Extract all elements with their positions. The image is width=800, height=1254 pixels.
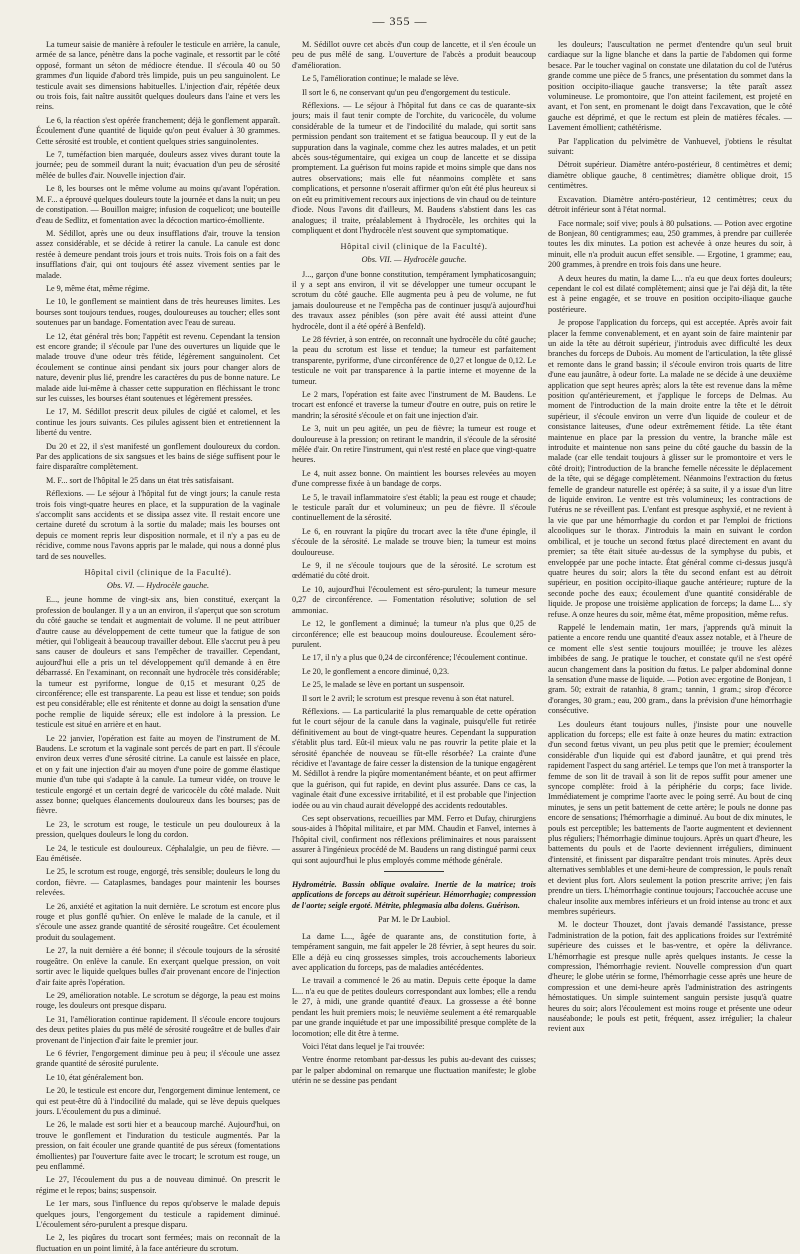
- paragraph: Le 10, aujourd'hui l'écoulement est séro-purulent; la tumeur mesure 0,27 de circonférence. — Fomentation résolutive; solution de sel ammoniac.: [292, 584, 536, 615]
- paragraph: Du 20 et 22, il s'est manifesté un gonflement douloureux du cordon. Par des applications de six sangsues et les bains de siége suffisent pour le faire disparaître complètement.: [36, 441, 280, 472]
- paragraph: Le 9, même état, même régime.: [46, 283, 150, 293]
- paragraph: Le 10, le gonflement se maintient dans de très heureuses limites. Les bourses sont toujours tendues, rouges, douloureuses au toucher; elles sont soutenues par un bandage. Fomentation avec l'eau de sureau.: [36, 297, 280, 328]
- observation-title: Obs. VI. — Hydrocèle gauche.: [106, 580, 210, 590]
- paragraph: Le 24, le testicule est douloureux. Céphalalgie, un peu de fièvre. — Eau émétisée.: [36, 843, 280, 864]
- col2-top-text: [292, 40, 536, 236]
- paragraph: J..., garçon d'une bonne constitution, tempérament lymphaticosanguin; il y a sept ans environ, il vit se développer une tumeur occupant le scrotum du côté gauche. Elle augmenta peu à peu de volume, ne fut jamais douloureuse et ne l'empêcha pas de continuer jusqu'à aujourd'hui des travaux assez pénibles (son père avait été aussi atteint d'une hydrocèle, dont il a été opéré à Benfeld).: [292, 269, 536, 331]
- article-title: Hydrométrie. Bassin oblique ovalaire. Inertie de la matrice; trois applications de forceps au détroit supérieur. Hémorrhagie; compression de l'aorte; seigle ergoté. Métrite, phlegmasia alba dolens. Guérison.: [292, 880, 536, 910]
- paragraph: Je propose l'application du forceps, qui est acceptée. Après avoir fait placer la femme convenablement, et en ayant soin de faire maintenir par un aide la tête au détroit supérieur, j'introduis avec difficulté les deux branches du forceps de Dubois. Au moment de l'articulation, la tête glissé et remonte dans le grand bassin; il s'écoule environ trois quarts de litre d'une eau jaunâtre, à odeur forte. La malade ne se décide à une deuxième application que sept heures après; alors la tête est revenue dans la même position qu'antérieurement, et j'applique le forceps de Delmas. Au moment de l'introduction de la main droite entre la tête et le détroit supérieur, il s'écoule environ un verre d'un liquide de couleur et de consistance laiteuses, d'une odeur extrêmement fétide. La tête étant maintenue en place par la pression du ventre, la branche mâle est introduite et maintenue non sans peine du côté gauche du bassin de la malade (car elle tendait toujours à glisser sur le promontoire et vers le côté droit); l'introduction de la branche femelle nécessite le déplacement de la tête, qui se dégage complètement. Néanmoins l'extraction du fœtus femelle de grandeur naturelle est opérée; à sa suite, il y a issue d'un litre de liquide environ. Le ventre est très volumineux; les contractions de l'utérus ne se réveillent pas. L'enfant est presque asphyxié, et ne revient à la vie que par une hémorrhagie du cordon et par l'emploi de frictions alcooliques sur le thorax. J'introduis la main en suivant le cordon ombilical, et je touche un second fœtus placé directement en avant du premier; sa tête était située au-dessus de la symphyse du pubis, et enveloppée par une poche intacte. État général comme ci-dessus jusqu'à quatre heures du soir; alors la tête du second enfant est au détroit supérieur, en position occipito-iliaque gauche antérieure; rupture de la seconde poche des eaux; écoulement d'une quantité considérable de liquide. Je propose une troisième application de forceps; la dame L... s'y refuse. A onze heures du soir, même état, même proposition, même refus.: [548, 318, 792, 619]
- paragraph: Face normale; soif vive; pouls à 80 pulsations. — Potion avec ergotine de Bonjean, 80 centigrammes; eau, 250 grammes, à prendre par cuillerée toutes les dix minutes. La potion est achevée à onze heures du soir, à minuit, elle n'a produit aucun effet sensible. — Ergotine, 1 gramme; eau, 200 grammes, à prendre en trois fois dans une heure.: [548, 218, 792, 270]
- divider: [384, 871, 444, 872]
- column-left: [36, 40, 281, 1253]
- section-heading: Hôpital civil (clinique de la Faculté).: [340, 242, 488, 252]
- paragraph: Le 29, amélioration notable. Le scrotum se dégorge, la peau est moins rouge, les douleurs ont presque disparu.: [36, 990, 280, 1011]
- paragraph: Le 6, la réaction s'est opérée franchement; déjà le gonflement apparaît. Écoulement d'une quantité de liquide qu'on peut évaluer à 30 grammes. Cette sérosité est trouble, et contient quelques stries sanguinolentes.: [36, 115, 280, 146]
- paragraph: Le 23, le scrotum est rouge, le testicule un peu douloureux à la pression, quelques douleurs le long du cordon.: [36, 819, 280, 840]
- page-number: — 355 —: [372, 14, 428, 28]
- paragraph: Excavation. Diamètre antéro-postérieur, 12 centimètres; ceux du détroit inférieur sont à l'état normal.: [548, 194, 792, 215]
- paragraph: Il sort le 6, ne conservant qu'un peu d'engorgement du testicule.: [302, 87, 511, 97]
- paragraph: A deux heures du matin, la dame L... n'a eu que deux fortes douleurs; cependant le col est dilaté complètement; ainsi que je l'ai déjà dit, la tête est à peine engagée, et se trouve en position occipito-iliaque gauche postérieure.: [548, 273, 792, 314]
- col1-bottom-text: [36, 595, 280, 1254]
- paragraph: Le 26, anxiété et agitation la nuit dernière. Le scrotum est encore plus rouge et plus gonflé qu'hier. On enlève le malade de la canule, et il s'écoule une assez grande quantité de sérosité rougeâtre. Cet écoulement produit du soulagement.: [36, 901, 280, 942]
- paragraph: Le 3, nuit un peu agitée, un peu de fièvre; la tumeur est rouge et douloureuse à la pression; on retirant le mandrin, il s'écoule de la sérosité mêlée d'air. On retire l'instrument, qui n'est resté en place que vingt-quatre heures.: [292, 424, 536, 465]
- paragraph: Le 31, l'amélioration continue rapidement. Il s'écoule encore toujours des deux petites plaies du pus mêlé de sérosité rougeâtre et de bulles d'air provenant de l'injection d'air faite le premier jour.: [36, 1014, 280, 1045]
- paragraph: Le 5, le travail inflammatoire s'est établi; la peau est rouge et chaude; le testicule paraît dur et volumineux; un peu de fièvre. Il s'écoule continuellement de la sérosité.: [292, 492, 536, 523]
- paragraph: Le 17, M. Sédillot prescrit deux pilules de cigüé et calomel, et les continue les jours suivants. Ces pilules agissent bien et entretiennent la liberté du ventre.: [36, 407, 280, 438]
- paragraph: Le 1er mars, sous l'influence du repos qu'observe le malade depuis quelques jours, l'engorgement du testicule a rapidement diminué. L'écoulement séro-purulent a presque disparu.: [36, 1199, 280, 1230]
- paragraph: La tumeur saisie de manière à refouler le testicule en arrière, la canule, armée de sa lance, pénètre dans la poche vaginale, et ressortit par le côté opposé, formant un séton de médiocre étendue. Il s'écoula 40 ou 50 grammes d'un liquide d'abord très limpide, puis un peu sanguinolent. Le testicule avait ses dimensions habituelles. L'injection d'air, répétée deux ou trois fois, fait naître aussitôt quelques douleurs dans l'aine et vers les reins.: [36, 40, 280, 112]
- paragraph: Le 6 février, l'engorgement diminue peu à peu; il s'écoule une assez grande quantité de sérosité purulente.: [36, 1048, 280, 1069]
- paragraph: Le 20, le gonflement a encore diminué, 0,23.: [302, 666, 450, 676]
- paragraph: Réflexions. — Le séjour à l'hôpital fut dans ce cas de quarante-six jours; mais il faut tenir compte de l'orchite, du varicocèle, du volume considérable de la tumeur et de l'indocilité du malade, qui sortit sans permission pendant son traitement et se fatigua beaucoup. Il y eut de la suppuration dans la vaginale, comme chez les autres malades, et un petit abcès sous-tégumentaire, qui exigea un coup de lancette et se dissipa promptement. La guérison fut moins rapide et moins simple que dans nos autres observations; mais elle fut néanmoins complète et sans complications, et personne n'oserait affirmer qu'on eût été plus heureux si on eût eu primitivement recours aux injections de vin chaud ou de teinture d'iode. Nous l'avons dit d'ailleurs, M. Baudens s'abstient dans les cas analogues; il traite, préalablement à l'hydrocèle, les orchites qui la compliquent et dont l'hydrocèle n'est souvent que symptomatique.: [292, 101, 536, 235]
- paragraph: Le 12, le gonflement a diminué; la tumeur n'a plus que 0,25 de circonférence; elle est beaucoup moins douloureuse. Écoulement séro-purulent.: [292, 619, 536, 649]
- observation-title: Obs. VII. — Hydrocèle gauche.: [361, 254, 467, 264]
- paragraph: Par l'application du pelvimètre de Vanhuevel, j'obtiens le résultat suivant:: [548, 136, 792, 157]
- paragraph: Le 4, nuit assez bonne. On maintient les bourses relevées au moyen d'une compresse fixée à un bandage de corps.: [292, 468, 536, 489]
- paragraph: E..., jeune homme de vingt-six ans, bien constitué, exerçant la profession de boulanger. Il y a un an environ, il s'aperçut que son scrotum du côté gauche se tendait et augmentait de volume. Il ne peut attribuer d'autre cause au développement de cette tumeur que la fatigue de son métier, qui l'obligeait à beaucoup travailler debout. Elle s'accrut peu à peu sans causer de douleurs et sans l'empêcher de travailler. Cependant, aujourd'hui elle a pris un tel développement qu'il demande à en être débarrassé. En l'examinant, on reconnaît une hydrocèle très considérable; la tumeur est pyriforme, longue de 0,15 et mesurant 0,25 de circonférence; elle est transparente. La peau est lisse et tendue; son poids est peu considérable; elle est rénitente et donne au doigt la sensation d'une poche remplie de liquide séreux; elle est indolore à la pression. Le testicule est situé en arrière et en haut.: [36, 595, 280, 730]
- column-middle: [292, 40, 536, 1150]
- paragraph: Ces sept observations, recueillies par MM. Ferro et Dufay, chirurgiens sous-aides à l'hôpital militaire, et par MM. Chaudin et Fanvel, internes à l'hôpital civil, confirment nos réflexions préliminaires et nous paraissent assurer à l'ingénieux procédé de M. Baudens un rang distingué parmi ceux qui sont aujourd'hui le plus employés comme méthode générale.: [292, 814, 536, 865]
- paragraph: Le 22 janvier, l'opération est faite au moyen de l'instrument de M. Baudens. Le scrotum et la vaginale sont percés de part en part. Il s'écoule environ deux verres d'une sérosité citrine. La canule est laissée en place, et on y fait une injection d'air au moyen d'une poire de gomme élastique munie d'un tube qui s'adapte à la canule. La tumeur vidée, on trouve le testicule engorgé et un certain degré de varicocèle du côté malade. Nuit assez bonne; quelques élancements douloureux dans les bourses; pas de fièvre.: [36, 733, 280, 816]
- paragraph: Le 25, le scrotum est rouge, engorgé, très sensible; douleurs le long du cordon, fièvre. — Cataplasmes, bandages pour maintenir les bourses relevées.: [36, 867, 280, 898]
- article-byline: Par M. le Dr Laubiol.: [377, 915, 451, 925]
- paragraph: Le 28 février, à son entrée, on reconnaît une hydrocèle du côté gauche; la peau du scrotum est lisse et tendue; la tumeur est parfaitement transparente, pyriforme, d'une circonférence de 0,27 et longue de 0,12. Le testicule ne voit par transparence à la partie interne et moyenne de la tumeur.: [292, 334, 536, 386]
- paragraph: Détroit supérieur. Diamètre antéro-postérieur, 8 centimètres et demi; diamètre oblique gauche, 8 centimètres; diamètre oblique droit, 15 centimètres.: [548, 160, 792, 191]
- paragraph: M. F... sort de l'hôpital le 25 dans un état très satisfaisant.: [46, 475, 234, 485]
- col2-mid-text: [292, 270, 536, 867]
- paragraph: Le 26, le malade est sorti hier et a beaucoup marché. Aujourd'hui, on trouve le gonflement et l'induration du testicule augmentés. Par la pression, on fait écouler une grande quantité de pus séreux (fomentations émollientes) par l'ouverture faite avec le trocart; le scrotum est rouge, un peu enflammé.: [36, 1120, 280, 1171]
- paragraph: Il sort le 2 avril; le scrotum est presque revenu à son état naturel.: [302, 693, 514, 703]
- paragraph: Les douleurs étant toujours nulles, j'insiste pour une nouvelle application du forceps; elle est faite à onze heures du matin: extraction d'un second fœtus vivant, un peu plus petit que le premier; écoulement considérable d'un liquide qui est d'abord jaunâtre, et qui prend très rapidement l'aspect du sang artériel. Le temps que l'on met à transporter la femme de son lit de travail à son lit de repos suffit pour amener une syncope complète: froid à la périphérie du corps; face livide. Immédiatement je comprime l'aorte avec le poing serré. Au bout de cinq minutes, je sens un petit battement de cette artère; le pouls ne donne pas encore de sensations; l'hémorrhagie a diminué. Au bout de dix minutes, le pouls est perceptible; les battements de l'aorte augmentent et deviennent plus réguliers; l'hémorrhagie diminue toujours. Après un quart d'heure, les battements du pouls et de l'aorte deviennent irréguliers, diminuent d'intensité, et finissent par disparaître pendant trois minutes. Après deux alternatives semblables et une demi-heure de compression, le pouls renaît et devient plus fort. Alors seulement la potion prescrite arrive; j'en fais prendre un tiers. L'hémorrhagie continue toujours; l'accouchée accuse une chaleur insolite aux membres inférieurs et un froid intense au tronc et aux membres supérieurs.: [548, 719, 792, 916]
- paragraph: Le 2, les piqûres du trocart sont fermées; mais on reconnaît de la fluctuation en un point limité, à la face antérieure du scrotum.: [36, 1233, 280, 1253]
- col1-top-text: [36, 40, 280, 562]
- col2-bottom-text: [292, 932, 536, 1087]
- paragraph: Réflexions. — La particularité la plus remarquable de cette opération fut le court séjour de la canule dans la vaginale, puisqu'elle fut retirée définitivement au bout de vingt-quatre heures. Cependant la suppuration s'établit plus tard. Eût-il mieux valu ne pas rouvrir la petite plaie et la sérosité épanchée de nouveau se fût-elle résorbée? La crainte d'une récidive et l'avantage de faire cesser la distension de la tunique engagèrent M. Sédillot à rendre la piqûre momentanément béante, et on peut affirmer que la guérison, qui fut rapide, en devint plus assurée. Dans ce cas, la vaginale était d'une excessive irritabilité, et il est probable que l'injection iodée ou au vin chaud aurait développé des accidents redoutables.: [292, 706, 536, 810]
- paragraph: Le 5, l'amélioration continue; le malade se lève.: [302, 74, 459, 84]
- paragraph: Le travail a commencé le 26 au matin. Depuis cette époque la dame L... n'a eu que de petites douleurs correspondant aux lombes; elle a rendu le 27, à midi, une grande quantité d'eaux. La grossesse a été bonne pendant les huit premiers mois; le neuvième seulement a été remarquable par une grande inquiétude et par une impossibilité presque complète de la locomotion; elle dit être à terme.: [292, 976, 536, 1038]
- paragraph: les douleurs; l'auscultation ne permet d'entendre qu'un seul bruit cardiaque sur la ligne blanche et dans la partie de l'abdomen qui forme besace. Par le toucher vaginal on constate une dilatation du col de l'utérus grande comme une pièce de 5 francs, une présentation du sommet dans la position occipito-iliaque gauche transverse; la tête paraît assez volumineuse. Le promontoire, que l'on atteint facilement, est projeté en avant, et l'on sent, en promenant le doigt dans l'excavation, que le côté gauche est déprimé, et que le rectum est plein de matières fécales. — Lavement émollient; cathétérisme.: [548, 40, 792, 133]
- paragraph: Le 9, il ne s'écoule toujours que de la sérosité. Le scrotum est œdématié du côté droit.: [292, 561, 536, 581]
- paragraph: Voici l'état dans lequel je l'ai trouvée:: [302, 1041, 425, 1051]
- paragraph: Le 7, tuméfaction bien marquée, douleurs assez vives durant toute la journée; peu de sommeil durant la nuit; évacuation d'un peu de sérosité mêlée de bulles d'air. Nouvelle injection d'air.: [36, 150, 280, 180]
- paragraph: Le 25, le malade se lève en portant un suspensoir.: [302, 680, 465, 690]
- paragraph: Le 27, l'écoulement du pus a de nouveau diminué. On prescrit le régime et le repos; bains; suspensoir.: [36, 1175, 280, 1195]
- paragraph: Le 17, il n'y a plus que 0,24 de circonférence; l'écoulement continue.: [302, 653, 528, 663]
- paragraph: Le 10, état généralement bon.: [46, 1072, 144, 1082]
- paragraph: Le 27, la nuit dernière a été bonne; il s'écoule toujours de la sérosité rougeâtre. On enlève la canule. En exerçant quelque pression, on voit sortir avec le liquide quelques bulles d'air provenant encore de l'injection d'air faite après l'opération.: [36, 946, 280, 987]
- paragraph: Le 20, le testicule est encore dur, l'engorgement diminue lentement, ce qui est peut-être dû à l'indocilité du malade, qui se lève depuis quelques jours. L'écoulement du pus a diminué.: [36, 1086, 280, 1116]
- paragraph: Le 8, les bourses ont le même volume au moins qu'avant l'opération. M. F... a éprouvé quelques douleurs toute la journée et dans la nuit; un peu de constipation. — Bouillon maigre; infusion de coquelicot; une bouteille d'eau de Sedlitz, et fomentation avec la décoction martico-émolliente.: [36, 184, 281, 225]
- section-heading: Hôpital civil (clinique de la Faculté).: [84, 568, 232, 578]
- paragraph: Ventre énorme retombant par-dessus les pubis au-devant des cuisses; par le palper abdominal on remarque une fluctuation manifeste; le globe utérin ne se dessine pas pendant: [292, 1055, 536, 1086]
- paragraph: Rappelé le lendemain matin, 1er mars, j'apprends qu'à minuit la patiente a encore rendu une quantité d'eaux assez notable, et à l'heure de ce moment elle s'est sentie toujours mouillée; je trouve les alèzes imbibées de sang. Je pratique le toucher, et constate qu'il ne s'est opéré aucun changement dans la position du fœtus. Le palper abdominal donne la sensation d'une masse de liquide. — Potion avec ergotine de Bonjean, 1 gram. 50; extrait de ratanhia, 8 gram.; tannin, 1 gram.; sirop d'écorce d'oranges, 30 gram.; eau, 200 gram., dans la prévision d'une hémorrhagie consécutive.: [548, 622, 792, 716]
- paragraph: M. Sédillot, après une ou deux insufflations d'air, trouve la tension assez considérable, et se décide à retirer la canule. La canule est donc restée à demeure pendant trois jours et trois nuits. Trois fois on a fait des insufflations d'air, qui ont toujours été assez vivement senties par le malade.: [36, 228, 280, 280]
- paragraph: Le 12, état général très bon; l'appétit est revenu. Cependant la tension est encore grande; il s'écoule par l'une des ouvertures un liquide que le malade trouve d'une odeur très fétide, légèrement sanguinolent. Cet écoulement se continue ainsi pendant six jours pour changer alors de nature, devenir plus lié, prendre les caractères du pus de bonne nature. Le malade aide lui-même à chasser cette suppuration en fléchissant le tronc sur les cuisses, les bourses étant soutenues et légèrement pressées.: [36, 331, 280, 403]
- paragraph: Le 6, en rouvrant la piqûre du trocart avec la tête d'une épingle, il s'écoule de la sérosité. Le malade se trouve bien; la tumeur est moins douloureuse.: [292, 526, 536, 557]
- column-right: [548, 40, 792, 1150]
- paragraph: Le 2 mars, l'opération est faite avec l'instrument de M. Baudens. Le trocart est enfoncé et traverse la tumeur d'outre en outre, puis on retire le mandrin; la sérosité s'écoule et on fait une injection d'air.: [292, 389, 536, 420]
- paragraph: La dame L..., âgée de quarante ans, de constitution forte, à tempérament sanguin, me fait appeler le 28 février, à sept heures du soir. Elle a déjà eu cinq grossesses simples, trois accouchements laborieux avec application du forceps, pas de maladies antécédentes.: [292, 931, 536, 973]
- paragraph: Réflexions. — Le séjour à l'hôpital fut de vingt jours; la canule resta trois fois vingt-quatre heures en place, et la suppuration de la vaginale s'accomplit sans accidents et se dissipa assez vite. Il restait encore une certaine dureté du scrotum à la sortie du malade; mais les bourses ont depuis ce moment repris leur disposition normale, et il n'y a pas eu de récidive, comme nous l'avons appris par le malade, qui nous a donné plus tard de ses nouvelles.: [36, 489, 280, 561]
- paragraph: M. le docteur Thouzet, dont j'avais demandé l'assistance, presse l'administration de la potion, fait des applications froides sur l'extrémité supérieure des cuisses et le bas-ventre, et opère la délivrance. L'hémorrhagie est presque nulle après quelques instants. Je cesse la compression, l'hémorrhagie revient. Nouvelle compression d'un quart d'heure; le globe utérin se forme, l'hémorrhagie cesse après une heure de compression et une demi-heure après l'administration des astringents hémostatiques. Un simple suintement sanguin persiste jusqu'à quatre heures du soir; alors l'écoulement est moins rouge et présente une odeur nauséabonde; le pouls est petit, fréquent, assez irrégulier; la chaleur revient aux: [548, 920, 792, 1034]
- paragraph: M. Sédillot ouvre cet abcès d'un coup de lancette, et il s'en écoule un peu de pus mêlé de sang. L'ouverture de l'abcès a produit beaucoup d'amélioration.: [292, 40, 536, 70]
